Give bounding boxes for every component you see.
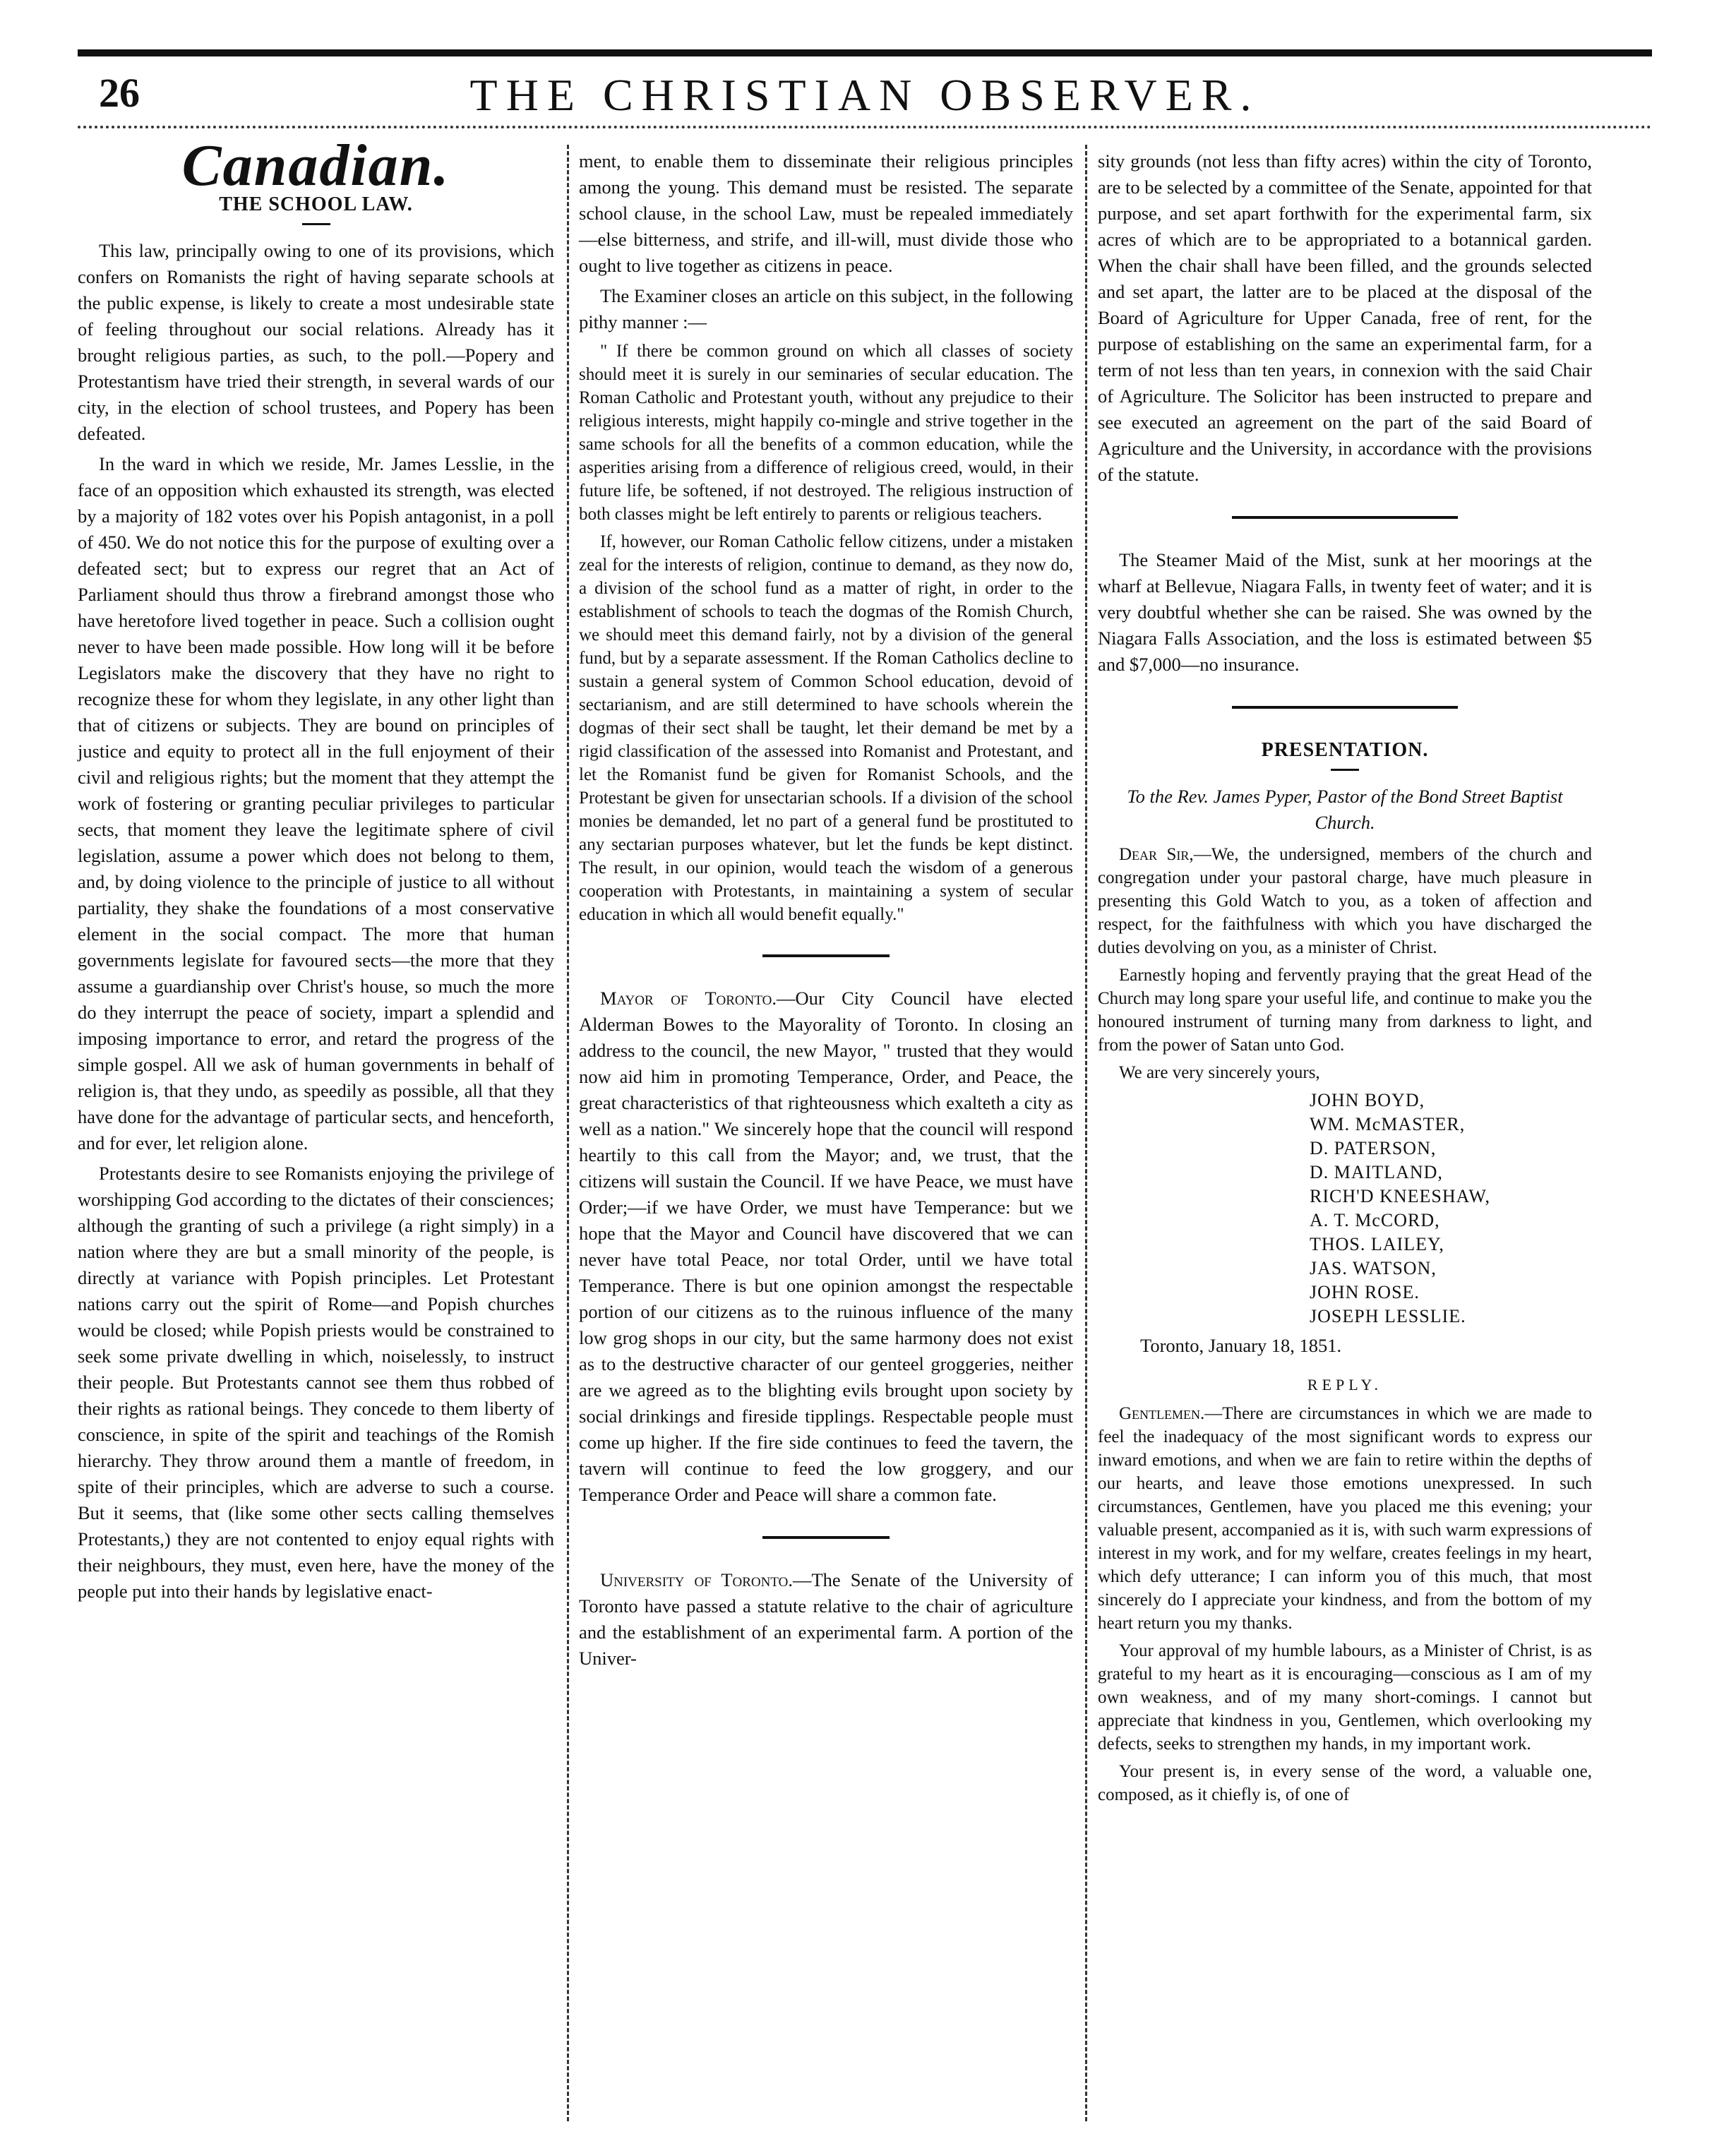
section-title: Canadian. [181,133,450,198]
heading-dash [302,223,330,225]
signer-name: D. PATERSON, [1310,1138,1437,1158]
article-paragraph: The Examiner closes an article on this subject, in the following pithy manner :— [579,285,1073,332]
salutation: Gentlemen. [1119,1404,1205,1423]
column-2 [579,148,1073,1676]
dateline: Toronto, January 18, 1851. [1140,1335,1342,1356]
article-paragraph: ment, to enable them to disseminate their religious principles among the young. This demand must be resisted. The separate school clause, in the school Law, must be repealed immediately—else bitterness, and strife, and ill-will, must divide those who ought to live together as citizens in peace. [579,150,1073,276]
article-paragraph: The Steamer Maid of the Mist, sunk at her moorings at the wharf at Bellevue, Niagara Falls, in twenty feet of water; and it is very doubtful whether she can be raised. She was owned by the Niagara Falls Association, and the loss is estimated between $5 and $7,000—no insurance. [1098,549,1592,675]
signer-name: JAS. WATSON, [1310,1258,1437,1278]
letter-paragraph: Your approval of my humble labours, as a Minister of Christ, is as grateful to my heart as it is encouraging—conscious as I am of my own weakness, and of my many short-comings. I cannot but appreciate that kindness in you, Gentlemen, which overlooking my defects, seeks to strengthen my hands, in my important work. [1098,1641,1592,1754]
signer-name: JOHN ROSE. [1310,1282,1420,1302]
section-separator [762,954,890,957]
letter-paragraph [1098,843,1592,959]
signer-name: THOS. LAILEY, [1310,1234,1444,1254]
article-paragraph: This law, principally owing to one of its provisions, which confers on Romanists the right of having separate schools at the public expense, is likely to create a most undesirable state of feeling throughout our social relations. Already has it brought religious parties, as such, to the poll.—Popery and Protestantism have tried their strength, in several wards of our city, in the election of school trustees, and Popery has been defeated. [78,240,554,444]
signer-name: WM. McMASTER, [1310,1114,1466,1134]
article-paragraph [579,1567,1073,1672]
signer-name: JOHN BOYD, [1310,1090,1425,1110]
signer-name: JOSEPH LESSLIE. [1310,1306,1466,1326]
addressee: To the Rev. James Pyper, Pastor of the Bond Street Baptist Church. [1127,786,1563,833]
signer-name: D. MAITLAND, [1310,1162,1443,1182]
article-paragraph: In the ward in which we reside, Mr. James Lesslie, in the face of an opposition which exhausted its strength, was elected by a majority of 182 votes over his Popish antagonist, in a poll of 450. We do not notice this for the purpose of exulting over a defeated sect; but to express our regret that an Act of Parliament should thus throw a firebrand amongst those who have heretofore lived together in peace. Such a collision ought never to have been made possible. How long will it be before Legislators make the discovery that they have no right to recognize these for whom they legislate, in any other light than that of citizens or subjects. They are bound on principles of justice and equity to protect all in the full enjoyment of their civil and religious rights; but the moment that they attempt the work of fostering or granting peculiar privileges to particular sects, that moment they leave the legitimate sphere of civil legislation, assume a power which does not belong to them, and, by doing violence to the principle of justice to all without partiality, they shake the foundations of a most conservative element in the social compact. The more that human governments legislate for favoured sects—the more that they assume a guardianship over Christ's house, so much the more do they interrupt the peace of society, impart a splendid and imposing importance to error, and retard the progress of the simple gospel. All we ask of human governments in behalf of religion is, that they undo, as speedily as possible, all that they have done for the advantage of particular sects, and henceforth, and for ever, let religion alone. [78,453,554,1153]
letter-paragraph [1098,1402,1592,1635]
column-divider [567,145,569,2121]
top-rule [78,49,1652,56]
header-divider [78,126,1652,128]
letter-paragraph: Your present is, in every sense of the word, a valuable one, composed, as it chiefly is, of one of [1098,1762,1592,1804]
article-lead: Mayor of Toronto. [600,988,777,1009]
column-1 [78,133,554,1609]
signer-name: RICH'D KNEESHAW, [1310,1186,1490,1206]
journal-title: THE CHRISTIAN OBSERVER. [469,70,1260,120]
article-text: —The Senate of the University of Toronto have passed a statute relative to the chair of agriculture and the establishment of an experimental farm. A portion of the Univer- [579,1569,1073,1669]
closing: We are very sincerely yours, [1119,1063,1320,1082]
letter-text: —There are circumstances in which we are made to feel the inadequacy of the most significant words to express our inward emotions, and when we are fain to retire within the depths of our hearts, and leave those emotions unexpressed. In such circumstances, Gentlemen, have you placed me this evening; your valuable present, accompanied as it is, with such warm expressions of interest in my work, and for my welfare, creates feelings in my heart, which defy utterance; I can inform you of this much, that most sincerely do I appreciate your kindness, and from the bottom of my heart return you my thanks. [1098,1404,1592,1633]
article-text: —Our City Council have elected Alderman Bowes to the Mayorality of Toronto. In closing an address to the council, the new Mayor, " trusted that they would now aid him in promoting Temperance, Order, and Peace, the great characteristics of that righteousness which exalteth a city as well as a nation." We sincerely hope that the council will respond heartily to this call from the Mayor; and, we trust, that the citizens will sustain the Council. If we have Peace, we must have Order;—if we have Order, we must have Temperance: but we hope that the Mayor and Council have discovered that we can never have total Peace, nor total Order, until we have total Temperance. There is but one opinion amongst the respectable portion of our citizens as to the ruinous influence of the many low grog shops in our city, but the same harmony does not exist as to the destructive character of our genteel groggeries, neither are we agreed as to the blighting evils brought upon society by social drinkings and fireside tipplings. Respectable people must come up higher. If the fire side continues to feed the tavern, the tavern will continue to feed the low groggery, and our Temperance Order and Peace will share a common fate. [579,988,1073,1505]
letter-paragraph: Earnestly hoping and fervently praying that the great Head of the Church may long spare your useful life, and continue to make you the honoured instrument of turning many from darkness to light, and from the power of Satan unto God. [1098,966,1592,1055]
quoted-paragraph: " If there be common ground on which all classes of society should meet it is surely in our seminaries of secular education. The Roman Catholic and Protestant youth, without any prejudice to their religious interests, might happily co-mingle and strive together in the same schools for all the benefits of a common education, while the asperities arising from a difference of religious creed, would, in their future life, be softened, if not destroyed. The religious instruction of both classes might be left entirely to parents or religious teachers. [579,342,1073,524]
signer-name: A. T. McCORD, [1310,1210,1440,1230]
signature-list [1310,1089,1592,1329]
heading-dash [1331,769,1359,771]
column-divider [1085,145,1087,2121]
article-paragraph: sity grounds (not less than fifty acres) within the city of Toronto, are to be selected by a committee of the Senate, appointed for that purpose, and set apart forthwith for the experimental farm, six acres of which are to be appropriated to a botannical garden. When the chair shall have been filled, and the grounds selected and set apart, the latter are to be placed at the disposal of the Board of Agriculture for Upper Canada, free of rent, for the purpose of establishing on the same an experimental farm, for a term of not less than ten years, in connexion with the said Chair of Agriculture. The Solicitor has been instructed to prepare and see executed an agreement on the part of the said Board of Agriculture and the University, in accordance with the provisions of the statute. [1098,150,1592,485]
newspaper-page [78,42,1652,2118]
quoted-paragraph: If, however, our Roman Catholic fellow citizens, under a mistaken zeal for the interests of religion, continue to demand, as they now do, a division of the school fund as a matter of right, in order to the establishment of schools to teach the dogmas of the Romish Church, we should meet this demand fairly, not by a division of the general fund, but by a separate assessment. If the Roman Catholics decline to sustain a general system of Common School education, devoid of sectarianism, and are still determined to have schools wherein the dogmas of their sect shall be taught, let their demand be met by a rigid classification of the assessed into Romanist and Protestant, and let the Romanist fund be given for Romanist Schools, and the Protestant be given for unsectarian schools. If a division of the school monies be demanded, let no part of a general fund be prostituted to any sectarian purposes whatever, but let the funds be kept distinct. The result, in our opinion, would teach the wisdom of a generous cooperation with Protestants, in maintaining a system of secular education in which all would benefit equally." [579,532,1073,924]
page-number: 26 [99,70,140,116]
reply-heading: REPLY. [1307,1376,1383,1393]
section-separator [1232,516,1458,519]
article-heading: THE SCHOOL LAW. [219,193,413,215]
masthead [78,69,1652,133]
section-separator [1232,706,1458,709]
article-paragraph [579,985,1073,1508]
column-3 [1098,148,1592,1811]
letter-text: —We, the undersigned, members of the church and congregation under your pastoral charge, have much pleasure in presenting this Gold Watch to you, as a token of affection and respect, for the faithfulness with which you have discharged the duties devolving on you, as a minister of Christ. [1098,845,1592,957]
salutation: Dear Sir, [1119,845,1194,864]
article-heading: PRESENTATION. [1261,739,1429,761]
section-separator [762,1536,890,1539]
article-paragraph: Protestants desire to see Romanists enjoying the privilege of worshipping God according to the dictates of their consciences; although the granting of such a privilege (a right simply) in a nation where they are but a small minority of the people, is directly at variance with Popish principles. Let Protestant nations carry out the spirit of Rome—and Popish churches would be closed; while Popish priests would be constrained to seek some private dwelling in which, noiselessly, to instruct their people. But Protestants cannot see them thus robbed of their rights as rational beings. They concede to them liberty of conscience, in spite of the spirit and teachings of the Romish hierarchy. They throw around them a mantle of freedom, in spite of their principles, which are adverse to such a course. But it seems, that (like some other sects calling themselves Protestants,) they are not contented to enjoy equal rights with their neighbours, they must, even here, have the money of the people put into their hands by legislative enact- [78,1163,554,1602]
article-lead: University of Toronto. [600,1569,793,1590]
